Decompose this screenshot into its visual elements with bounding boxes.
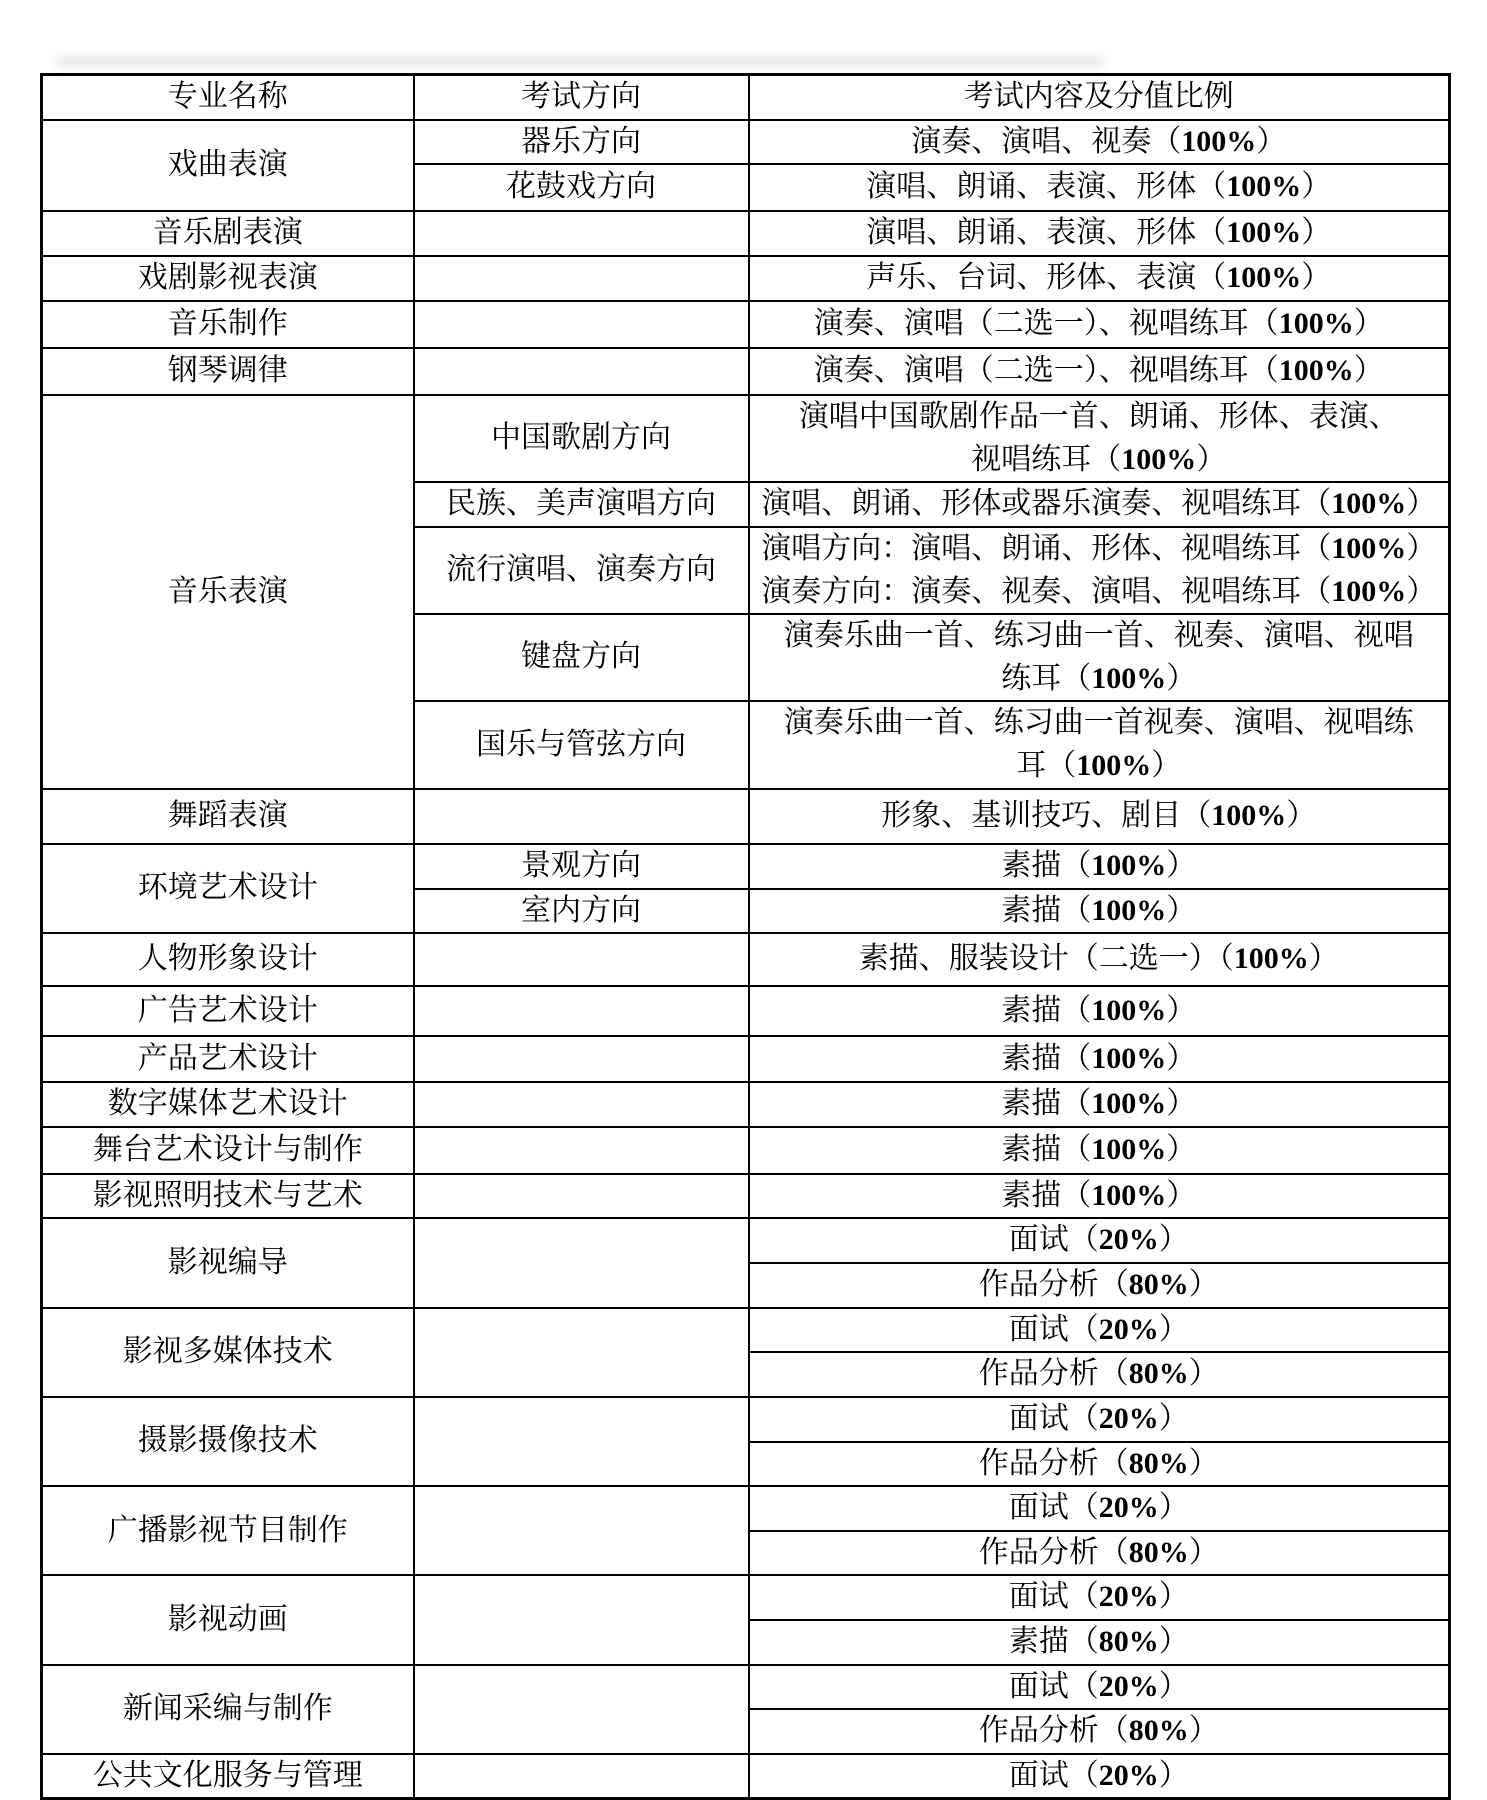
cell-major: 影视编导 bbox=[42, 1218, 414, 1307]
cell-major: 广告艺术设计 bbox=[42, 986, 414, 1036]
cell-content: 素描（100%） bbox=[749, 1036, 1450, 1082]
cell-direction-empty bbox=[414, 1486, 749, 1575]
table-header-row bbox=[42, 75, 1450, 120]
cell-content: 素描（100%） bbox=[749, 986, 1450, 1036]
cell-direction: 流行演唱、演奏方向 bbox=[414, 527, 749, 614]
table-row bbox=[42, 1486, 1450, 1531]
exam-table bbox=[40, 73, 1451, 1800]
scan-artifact bbox=[55, 56, 1105, 67]
cell-direction-empty bbox=[414, 1575, 749, 1664]
cell-major: 产品艺术设计 bbox=[42, 1036, 414, 1082]
cell-direction-empty bbox=[414, 1218, 749, 1307]
cell-major: 人物形象设计 bbox=[42, 933, 414, 986]
cell-direction-empty bbox=[414, 1754, 749, 1799]
cell-content: 作品分析（80%） bbox=[749, 1531, 1450, 1576]
table-row bbox=[42, 120, 1450, 165]
cell-content: 作品分析（80%） bbox=[749, 1352, 1450, 1397]
cell-direction-empty bbox=[414, 1036, 749, 1082]
table-row bbox=[42, 1397, 1450, 1442]
cell-content: 素描、服装设计（二选一）（100%） bbox=[749, 933, 1450, 986]
cell-major: 音乐表演 bbox=[42, 395, 414, 788]
cell-content: 声乐、台词、形体、表演（100%） bbox=[749, 256, 1450, 301]
header-content: 考试内容及分值比例 bbox=[749, 75, 1450, 120]
cell-content: 面试（20%） bbox=[749, 1397, 1450, 1442]
cell-major: 舞台艺术设计与制作 bbox=[42, 1127, 414, 1174]
cell-content: 演唱方向：演唱、朗诵、形体、视唱练耳（100%） 演奏方向：演奏、视奏、演唱、视唱练耳（100%） bbox=[749, 527, 1450, 614]
cell-content: 面试（20%） bbox=[749, 1575, 1450, 1620]
cell-direction-empty bbox=[414, 933, 749, 986]
cell-direction-empty bbox=[414, 256, 749, 301]
cell-direction-empty bbox=[414, 986, 749, 1036]
table-row bbox=[42, 1575, 1450, 1620]
cell-direction-empty bbox=[414, 1082, 749, 1127]
cell-direction-empty bbox=[414, 1127, 749, 1174]
cell-direction-empty bbox=[414, 1174, 749, 1219]
cell-content: 演唱、朗诵、表演、形体（100%） bbox=[749, 211, 1450, 256]
table-row bbox=[42, 933, 1450, 986]
cell-content: 面试（20%） bbox=[749, 1218, 1450, 1263]
cell-direction: 景观方向 bbox=[414, 844, 749, 889]
header-major: 专业名称 bbox=[42, 75, 414, 120]
header-direction: 考试方向 bbox=[414, 75, 749, 120]
cell-direction: 键盘方向 bbox=[414, 614, 749, 701]
cell-content: 素描（100%） bbox=[749, 1127, 1450, 1174]
cell-major: 影视动画 bbox=[42, 1575, 414, 1664]
cell-major: 环境艺术设计 bbox=[42, 844, 414, 934]
table-row bbox=[42, 256, 1450, 301]
cell-content: 作品分析（80%） bbox=[749, 1263, 1450, 1308]
cell-content: 演唱、朗诵、形体或器乐演奏、视唱练耳（100%） bbox=[749, 482, 1450, 527]
cell-content: 演唱中国歌剧作品一首、朗诵、形体、表演、 视唱练耳（100%） bbox=[749, 395, 1450, 482]
cell-major: 影视照明技术与艺术 bbox=[42, 1174, 414, 1219]
cell-direction: 国乐与管弦方向 bbox=[414, 701, 749, 788]
cell-content: 面试（20%） bbox=[749, 1754, 1450, 1799]
table-row bbox=[42, 1308, 1450, 1353]
cell-content: 面试（20%） bbox=[749, 1308, 1450, 1353]
cell-major: 新闻采编与制作 bbox=[42, 1665, 414, 1754]
cell-major: 数字媒体艺术设计 bbox=[42, 1082, 414, 1127]
cell-direction-empty bbox=[414, 348, 749, 395]
cell-direction-empty bbox=[414, 301, 749, 348]
table-row bbox=[42, 1174, 1450, 1219]
cell-direction-empty bbox=[414, 211, 749, 256]
cell-direction: 中国歌剧方向 bbox=[414, 395, 749, 482]
table-row bbox=[42, 986, 1450, 1036]
table-row bbox=[42, 395, 1450, 482]
cell-content: 素描（100%） bbox=[749, 844, 1450, 889]
cell-direction: 民族、美声演唱方向 bbox=[414, 482, 749, 527]
table-row bbox=[42, 1036, 1450, 1082]
cell-major: 影视多媒体技术 bbox=[42, 1308, 414, 1397]
cell-content: 面试（20%） bbox=[749, 1486, 1450, 1531]
cell-content: 形象、基训技巧、剧目（100%） bbox=[749, 789, 1450, 844]
table-row bbox=[42, 1218, 1450, 1263]
cell-content: 素描（80%） bbox=[749, 1620, 1450, 1665]
cell-direction: 室内方向 bbox=[414, 889, 749, 934]
cell-direction-empty bbox=[414, 789, 749, 844]
cell-major: 戏曲表演 bbox=[42, 120, 414, 212]
cell-direction-empty bbox=[414, 1665, 749, 1754]
cell-content: 演奏乐曲一首、练习曲一首视奏、演唱、视唱练 耳（100%） bbox=[749, 701, 1450, 788]
cell-major: 钢琴调律 bbox=[42, 348, 414, 395]
cell-major: 戏剧影视表演 bbox=[42, 256, 414, 301]
cell-direction: 花鼓戏方向 bbox=[414, 164, 749, 211]
cell-content: 演奏、演唱（二选一）、视唱练耳（100%） bbox=[749, 348, 1450, 395]
cell-major: 音乐剧表演 bbox=[42, 211, 414, 256]
cell-direction-empty bbox=[414, 1397, 749, 1487]
table-row bbox=[42, 1665, 1450, 1710]
cell-major: 摄影摄像技术 bbox=[42, 1397, 414, 1487]
cell-content: 作品分析（80%） bbox=[749, 1442, 1450, 1487]
cell-content: 演奏、演唱（二选一）、视唱练耳（100%） bbox=[749, 301, 1450, 348]
cell-content: 素描（100%） bbox=[749, 1082, 1450, 1127]
cell-major: 舞蹈表演 bbox=[42, 789, 414, 844]
cell-direction: 器乐方向 bbox=[414, 120, 749, 165]
cell-content: 演奏、演唱、视奏（100%） bbox=[749, 120, 1450, 165]
table-row bbox=[42, 301, 1450, 348]
cell-content: 面试（20%） bbox=[749, 1665, 1450, 1710]
table-row bbox=[42, 1754, 1450, 1799]
table-row bbox=[42, 211, 1450, 256]
cell-major: 音乐制作 bbox=[42, 301, 414, 348]
table-row bbox=[42, 844, 1450, 889]
table-row bbox=[42, 1127, 1450, 1174]
cell-content: 作品分析（80%） bbox=[749, 1709, 1450, 1754]
table-row bbox=[42, 789, 1450, 844]
table-row bbox=[42, 1082, 1450, 1127]
cell-major: 公共文化服务与管理 bbox=[42, 1754, 414, 1799]
cell-direction-empty bbox=[414, 1308, 749, 1397]
cell-content: 演奏乐曲一首、练习曲一首、视奏、演唱、视唱 练耳（100%） bbox=[749, 614, 1450, 701]
cell-content: 演唱、朗诵、表演、形体（100%） bbox=[749, 164, 1450, 211]
cell-content: 素描（100%） bbox=[749, 1174, 1450, 1219]
cell-major: 广播影视节目制作 bbox=[42, 1486, 414, 1575]
cell-content: 素描（100%） bbox=[749, 889, 1450, 934]
table-row bbox=[42, 348, 1450, 395]
